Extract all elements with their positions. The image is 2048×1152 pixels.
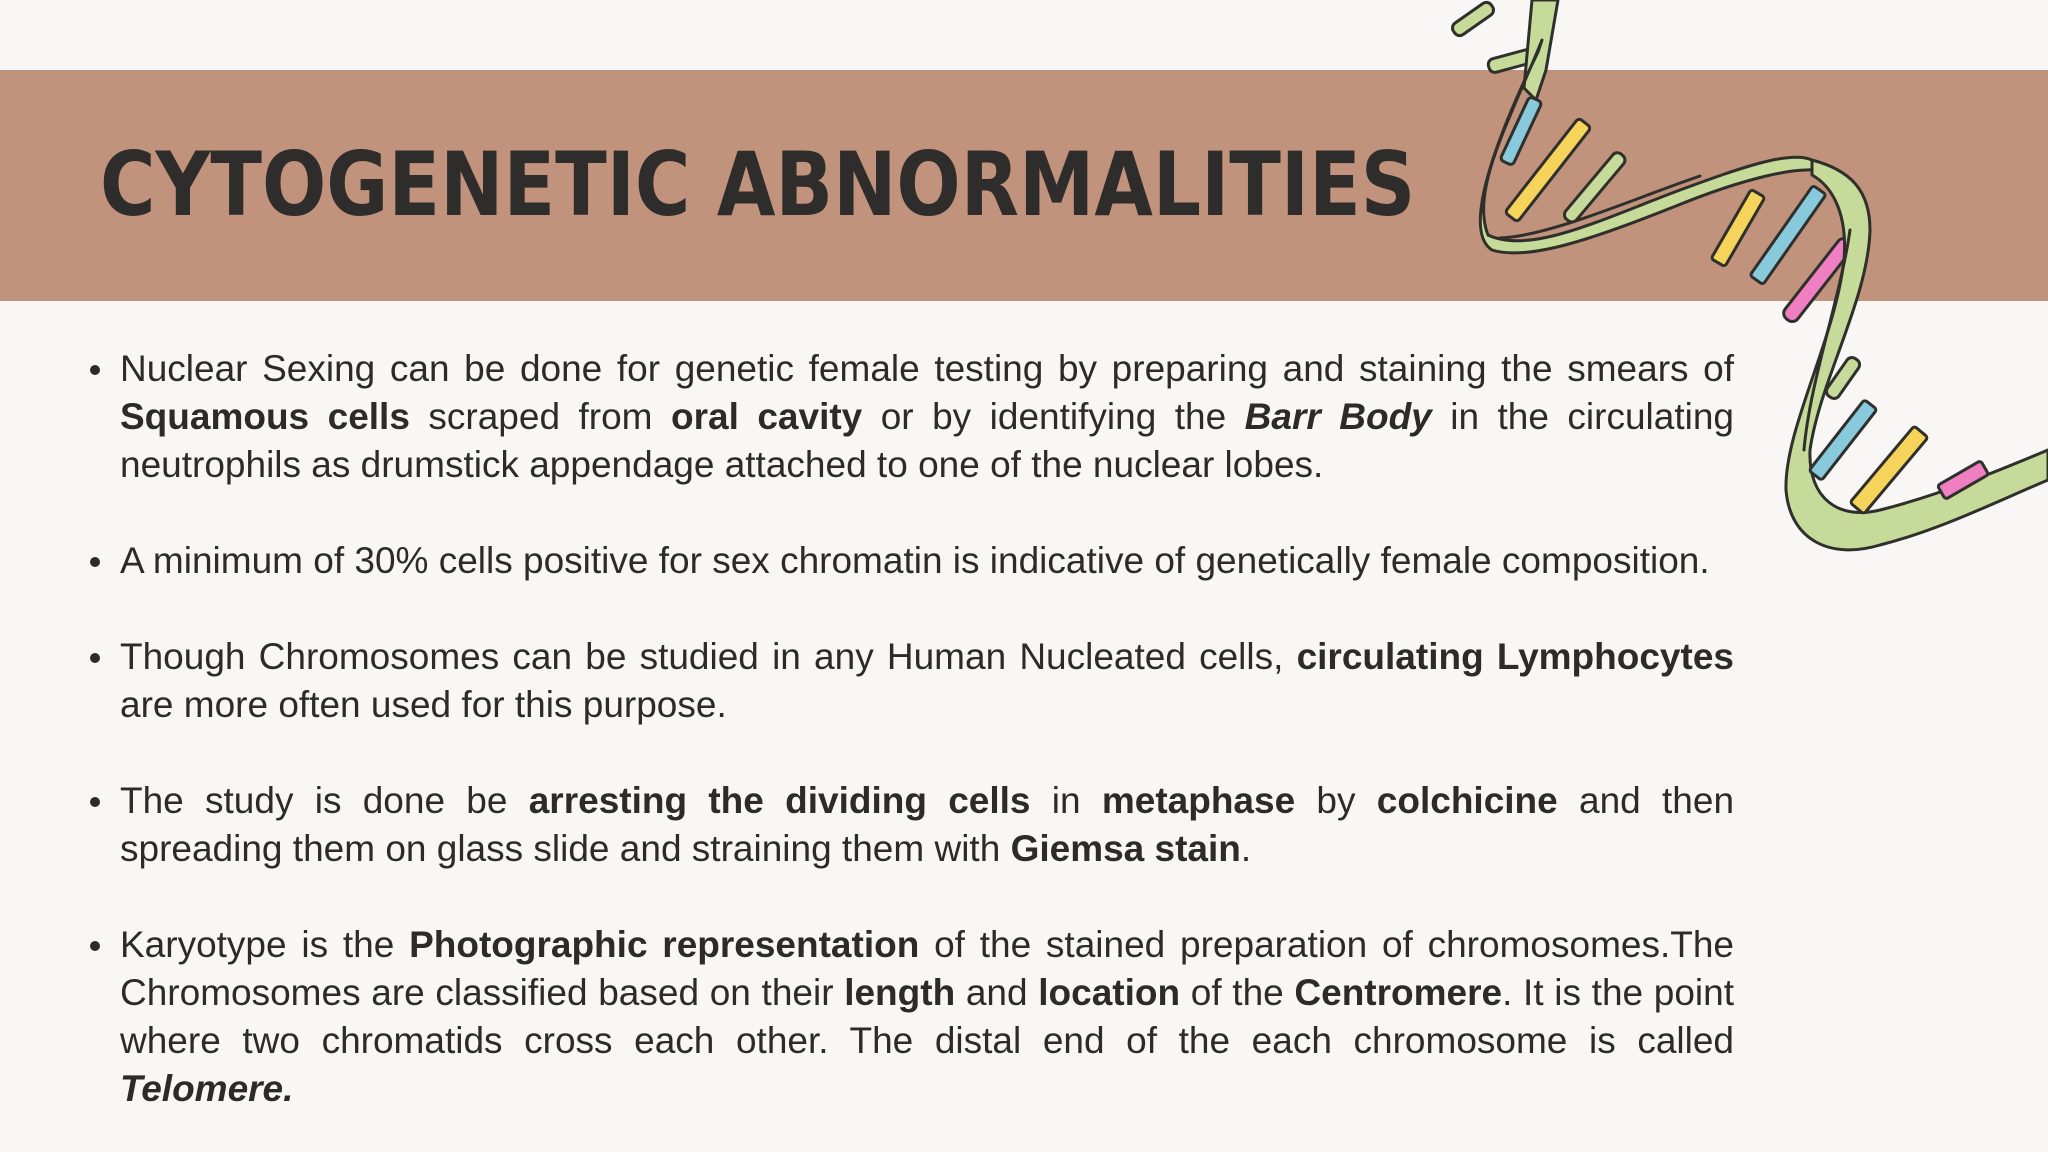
bullet-list <box>88 345 1734 1152</box>
bullet-text: and <box>955 972 1039 1013</box>
bullet-dot <box>90 797 100 807</box>
bullet-dot <box>90 557 100 567</box>
bullet-text: in <box>1030 780 1102 821</box>
bullet-emphasis: Barr Body <box>1244 396 1432 437</box>
bullet-item <box>88 537 1734 585</box>
bullet-text: of the <box>1180 972 1295 1013</box>
bullet-text: Nuclear Sexing can be done for genetic female testing by preparing and staining the smears of <box>120 348 1734 389</box>
bullet-item <box>88 777 1734 873</box>
bullet-text: scraped from <box>409 396 671 437</box>
bullet-emphasis: Photographic representation <box>409 924 920 965</box>
bullet-emphasis: colchicine <box>1376 780 1558 821</box>
bullet-text: Karyotype is the <box>120 924 410 965</box>
bullet-emphasis: length <box>844 972 956 1013</box>
bullet-item <box>88 921 1734 1113</box>
bullet-emphasis: location <box>1038 972 1181 1013</box>
bullet-dot <box>90 365 100 375</box>
bullet-text: Though Chromosomes can be studied in any Human Nucleated cells, <box>120 636 1297 677</box>
bullet-text: The study is done be <box>120 780 529 821</box>
bullet-emphasis: circulating Lymphocytes <box>1296 636 1734 677</box>
slide-title: CYTOGENETIC ABNORMALITIES <box>100 133 1416 236</box>
bullet-text: are more often used for this purpose. <box>120 684 727 725</box>
bullet-text: and then spreading them on glass slide and straining them with <box>120 780 1735 869</box>
bullet-text: of the stained preparation of chromosomes.The Chromosomes are classified based on their <box>120 924 1734 1013</box>
bullet-emphasis: Telomere. <box>120 1068 294 1109</box>
bullet-emphasis: arresting the dividing cells <box>528 780 1031 821</box>
bullet-item <box>88 633 1734 729</box>
bullet-emphasis: metaphase <box>1101 780 1296 821</box>
bullet-text: in the circulating neutrophils as drumstick appendage attached to one of the nuclear lobes. <box>120 396 1734 485</box>
bullet-text: . It is the point where two chromatids cross each other. The distal end of the each chromosome is called <box>120 972 1734 1061</box>
bullet-emphasis: Centromere <box>1294 972 1503 1013</box>
bullet-text: or by identifying the <box>862 396 1245 437</box>
bullet-dot <box>90 941 100 951</box>
bullet-text: . <box>1240 828 1252 869</box>
bullet-emphasis: oral cavity <box>671 396 863 437</box>
bullet-item <box>88 345 1734 489</box>
bullet-dot <box>90 653 100 663</box>
bullet-emphasis: Squamous cells <box>120 396 410 437</box>
bullet-emphasis: Giemsa stain <box>1010 828 1241 869</box>
bullet-text: A minimum of 30% cells positive for sex chromatin is indicative of genetically female composition. <box>120 540 1710 581</box>
bullet-text: by <box>1295 780 1377 821</box>
